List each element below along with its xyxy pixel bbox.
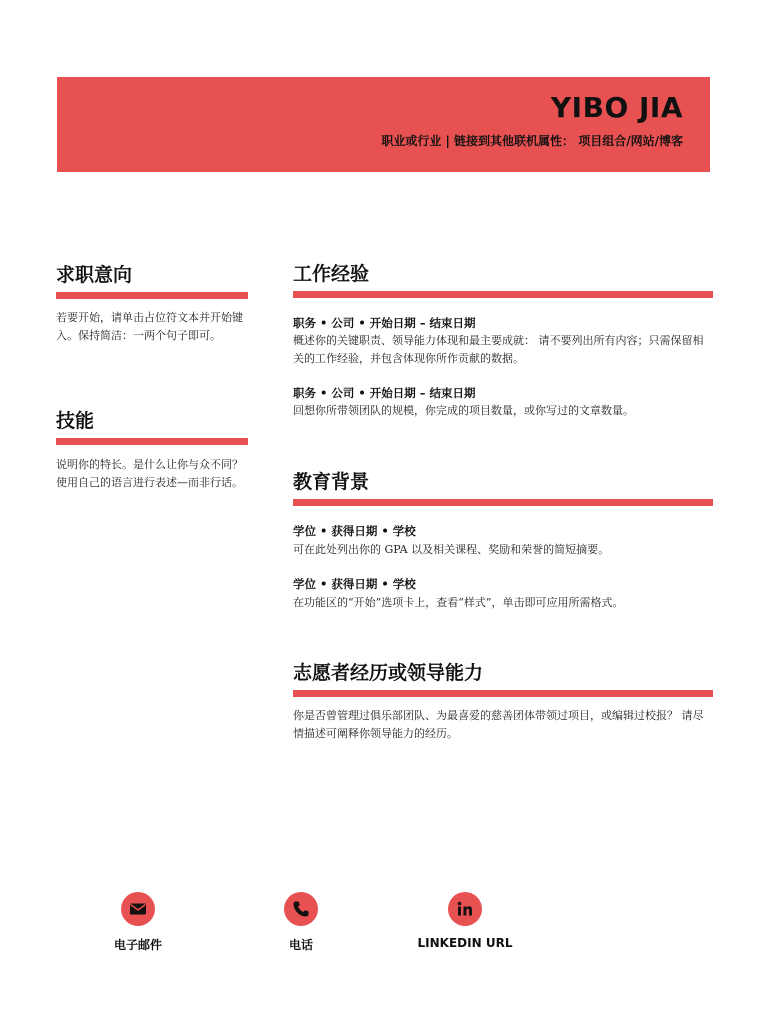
- education-title[interactable]: 教育背景: [293, 471, 370, 493]
- volunteer-text[interactable]: 你是否曾管理过俱乐部团队、为最喜爱的慈善团体带领过项目，或编辑过校报？ 请尽情描述可阐释你领导能力的经历。: [293, 709, 704, 740]
- linkedin-icon[interactable]: [448, 892, 482, 926]
- objective-title[interactable]: 求职意向: [56, 264, 133, 286]
- skills-divider: [56, 438, 248, 445]
- experience-entry-1-head[interactable]: 职务 • 公司 • 开始日期 – 结束日期: [293, 316, 476, 330]
- contact-linkedin-label[interactable]: LINKEDIN URL: [417, 936, 513, 950]
- education-entry-2-head[interactable]: 学位 • 获得日期 • 学校: [293, 577, 416, 591]
- education-entry-2-text[interactable]: 在功能区的“开始”选项卡上，查看“样式”，单击即可应用所需格式。: [293, 596, 624, 609]
- resume-name[interactable]: YIBO JIA: [550, 91, 683, 124]
- experience-entry-1-text[interactable]: 概述你的关键职责、领导能力体现和最主要成就： 请不要列出所有内容；只需保留相关的工作经验，并包含体现你所作贡献的数据。: [293, 334, 704, 365]
- skills-text[interactable]: 说明你的特长。是什么让你与众不同？使用自己的语言进行表述—而非行话。: [56, 458, 243, 489]
- phone-icon[interactable]: [284, 892, 318, 926]
- skills-title[interactable]: 技能: [56, 410, 95, 432]
- contact-phone-label[interactable]: 电话: [288, 938, 313, 952]
- contact-linkedin[interactable]: [400, 892, 530, 950]
- contact-email-label[interactable]: 电子邮件: [113, 938, 162, 952]
- volunteer-title[interactable]: 志愿者经历或领导能力: [293, 662, 484, 684]
- email-icon[interactable]: [121, 892, 155, 926]
- resume-tagline[interactable]: 职业或行业 | 链接到其他联机属性： 项目组合/网站/博客: [381, 134, 683, 148]
- experience-divider: [293, 291, 713, 298]
- objective-text[interactable]: 若要开始，请单击占位符文本并开始键入。保持简洁：一两个句子即可。: [56, 311, 243, 342]
- education-divider: [293, 499, 713, 506]
- volunteer-divider: [293, 690, 713, 697]
- experience-entry-2-head[interactable]: 职务 • 公司 • 开始日期 – 结束日期: [293, 386, 476, 400]
- objective-divider: [56, 292, 248, 299]
- experience-entry-2-text[interactable]: 回想你所带领团队的规模，你完成的项目数量，或你写过的文章数量。: [293, 404, 634, 417]
- education-entry-1-text[interactable]: 可在此处列出你的 GPA 以及相关课程、奖励和荣誉的简短摘要。: [293, 543, 610, 556]
- education-entry-1-head[interactable]: 学位 • 获得日期 • 学校: [293, 524, 416, 538]
- contact-email[interactable]: [73, 892, 203, 953]
- experience-title[interactable]: 工作经验: [293, 263, 370, 285]
- header-banner: [57, 77, 710, 172]
- contact-phone[interactable]: [236, 892, 366, 953]
